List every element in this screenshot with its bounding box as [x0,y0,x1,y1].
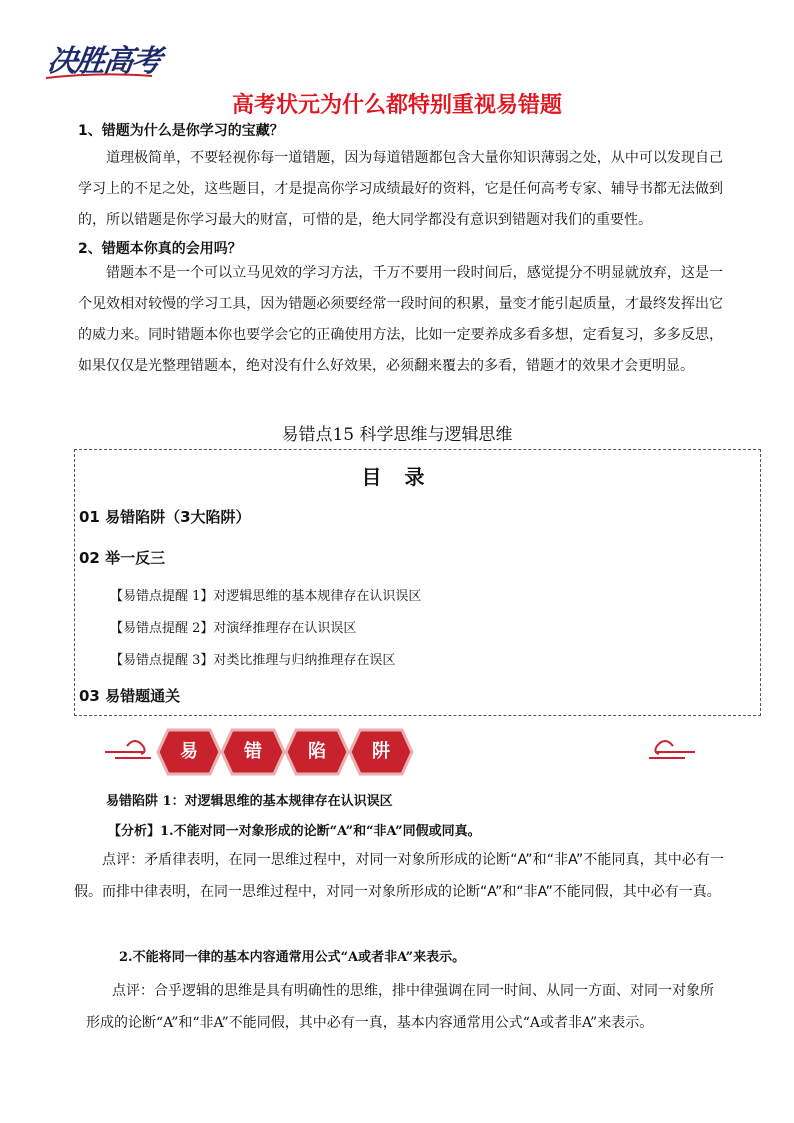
trap-1-title: 易错陷阱 1：对逻辑思维的基本规律存在认识误区 [106,794,393,809]
section-title: 易错点15 科学思维与逻辑思维 [281,425,513,445]
trap-1-analysis: 【分析】1.不能对同一对象形成的论断“A”和“非A”同假或同真。 [108,824,481,839]
toc-subitem[interactable]: 【易错点提醒 3】对类比推理与归纳推理存在误区 [110,653,396,668]
toc-subitem[interactable]: 【易错点提醒 2】对演绎推理存在认识误区 [110,621,357,636]
banner-char: 易 [180,741,198,762]
toc-item[interactable]: 03 易错题通关 [79,687,181,705]
banner-char: 阱 [372,741,390,762]
banner-char: 错 [244,741,262,762]
trap-1-rule-2: 2.不能将同一律的基本内容通常用公式“A或者非A”来表示。 [119,950,466,965]
trap-1-remark: 点评：矛盾律表明，在同一思维过程中，对同一对象所形成的论断“A”和“非A”不能同真，其中必有一假。而排中律表明，在同一思维过程中，对同一对象所形成的论断“A”和“非A”不能同假，其中必有一真。 [74,852,724,900]
question-2-paragraph: 错题本不是一个可以立马见效的学习方法，千万不要用一段时间后，感觉提分不明显就放弃，这是一个见效相对较慢的学习工具，因为错题必须要经常一段时间的积累，量变才能引起质量，才最终发挥出它的威力来。同时错题本你也要学会它的正确使用方法，比如一定要养成多看多想，定看复习，多多反思，如果仅仅是光整理错题本，绝对没有什么好效果，必须翻来覆去的多看，错题才的效果才会更明显。 [78,265,723,374]
logo-wordmark: 决胜高考 [45,44,162,79]
toc-item[interactable]: 02 举一反三 [79,549,166,567]
trap-1-remark-2-line-1: 点评：合乎逻辑的思维是具有明确性的思维，排中律强调在同一时间、从同一方面、对同一对象所 [112,983,714,999]
toc-subitem[interactable]: 【易错点提醒 1】对逻辑思维的基本规律存在认识误区 [110,589,422,604]
page-title: 高考状元为什么都特别重视易错题 [231,93,562,118]
banner-char: 陷 [308,741,326,762]
question-2-heading: 2、错题本你真的会用吗？ [78,241,242,257]
question-1-heading: 1、错题为什么是你学习的宝藏？ [78,123,284,139]
toc-heading: 目 录 [361,465,433,489]
trap-banner [105,724,695,780]
trap-1-remark-2-line-2: 形成的论断“A”和“非A”不能同假，其中必有一真，基本内容通常用公式“A或者非A”来表示。 [86,1015,654,1031]
logo-swoosh-icon [44,72,154,80]
question-1-paragraph: 道理极简单，不要轻视你每一道错题，因为每道错题都包含大量你知识薄弱之处，从中可以发现自己学习上的不足之处，这些题目，才是提高你学习成绩最好的资料，它是任何高考专家、辅导书都无法做到的，所以错题是你学习最大的财富，可惜的是，绝大同学都没有意识到错题对我们的重要性。 [78,150,723,228]
toc-item[interactable]: 01 易错陷阱（3大陷阱） [79,508,251,526]
